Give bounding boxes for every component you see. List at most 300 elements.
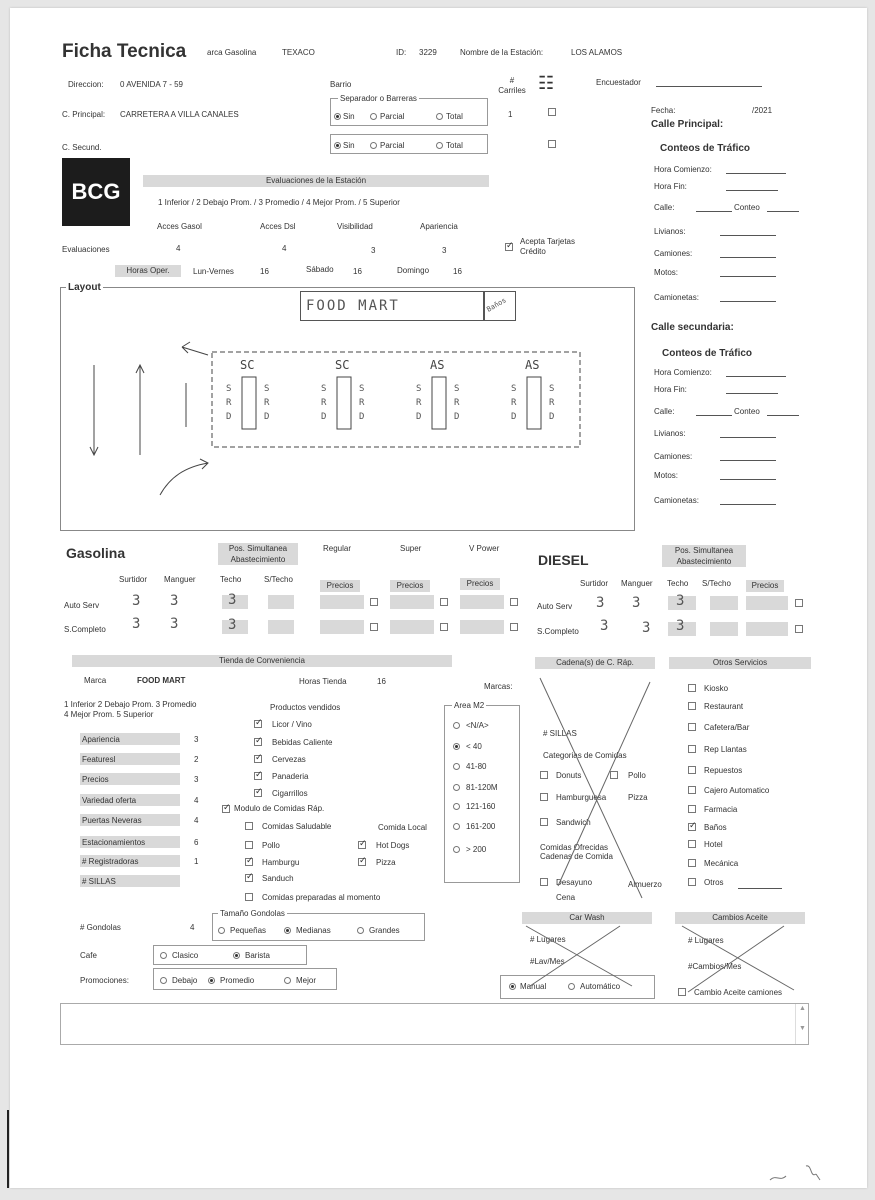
pump-island-2 <box>337 377 351 429</box>
gasolina-autoserv-stecho-box[interactable] <box>268 595 294 609</box>
id-label: ID: <box>396 48 407 57</box>
principal-conteo-field[interactable] <box>767 211 799 212</box>
bcg-logo: BCG <box>62 158 130 226</box>
gasolina-autoserv-surtidor: 3 <box>132 593 141 609</box>
barrier-group-label: Separador o Barreras <box>340 94 417 103</box>
pump-hose-label: R <box>226 398 232 408</box>
eval-value-apariencia: 3 <box>442 246 447 255</box>
product-panaderia-checkbox[interactable] <box>254 772 262 780</box>
comida-comidas-preparadas-al-momento-label: Comidas preparadas al momento <box>262 893 381 902</box>
gasolina-autoserv-techo: 3 <box>228 592 237 608</box>
pump-hose-label: R <box>549 398 555 408</box>
pump-hose-label: R <box>264 398 270 408</box>
area-option-label: 121-160 <box>466 802 496 811</box>
oil-lugares: # Lugares <box>688 936 724 945</box>
chains-ofrecidas: Comidas Ofrecidas <box>540 843 609 852</box>
product-cigarrillos-label: Cigarrillos <box>272 789 308 798</box>
secondary-hora-comienzo-field[interactable] <box>726 376 786 377</box>
hours-weekday-label: Lun-Vernes <box>193 267 234 276</box>
store-marca-label: Marca <box>84 676 107 685</box>
principal-calle-field[interactable] <box>696 211 732 212</box>
secondary-livianos: Livianos: <box>654 429 686 438</box>
gasolina-scompleto-super-check[interactable] <box>440 623 448 631</box>
carwash-auto-label: Automático <box>580 982 621 991</box>
almuerzo-label: Almuerzo <box>628 880 662 889</box>
gasolina-autoserv-regular-check[interactable] <box>370 598 378 606</box>
gasolina-scompleto-regular-check[interactable] <box>370 623 378 631</box>
otros-field[interactable] <box>738 888 782 889</box>
store-horas-value: 16 <box>377 677 386 686</box>
gasolina-precios-regular: Precios <box>320 580 360 592</box>
gondolas-label: # Gondolas <box>80 923 121 932</box>
notes-textarea[interactable] <box>60 1003 809 1045</box>
carwash-title: Car Wash <box>522 912 652 924</box>
pump-hose-label: D <box>511 412 517 422</box>
c-principal-label: C. Principal: <box>62 110 106 119</box>
promo-debajo-radio[interactable] <box>160 977 167 984</box>
carriles-checkbox[interactable] <box>548 108 556 116</box>
service-hotel-checkbox[interactable] <box>688 840 696 848</box>
brand-value: TEXACO <box>282 48 315 57</box>
secondary-motos-field[interactable] <box>720 479 776 480</box>
comida-pollo-label: Pollo <box>262 841 280 850</box>
principal-hora-fin-field[interactable] <box>726 190 778 191</box>
diesel-techo: Techo <box>667 579 689 588</box>
secondary-camiones: Camiones: <box>654 452 693 461</box>
diesel-autoserv-surtidor: 3 <box>596 595 605 611</box>
gasolina-scompleto-surtidor: 3 <box>132 616 141 632</box>
cafe-label: Cafe <box>80 951 97 960</box>
eval-col-visibilidad: Visibilidad <box>337 222 373 231</box>
size-medianas-label: Medianas <box>296 926 331 935</box>
pump-hose-label: D <box>264 412 270 422</box>
eval-value-acces-gasol: 4 <box>176 244 181 253</box>
diesel-pos-label: Pos. Simultanea Abastecimiento <box>662 545 746 567</box>
store-marca-value: FOOD MART <box>137 676 186 685</box>
pump-label-1: SC <box>240 358 255 372</box>
comida-sanduch-label: Sanduch <box>262 874 294 883</box>
oil-cambios: #Cambios/Mes <box>688 962 742 971</box>
comida-local-pizza-checkbox[interactable] <box>358 858 366 866</box>
service-otros-label: Otros <box>704 878 724 887</box>
product-bebidas-caliente-checkbox[interactable] <box>254 738 262 746</box>
service-ba-os-checkbox[interactable] <box>688 823 696 831</box>
secondary-calle: Calle: <box>654 407 675 416</box>
arrow-curve <box>160 459 208 495</box>
barrier2-option-parcial: Parcial <box>380 141 405 150</box>
rating-label-registradoras: # Registradoras <box>82 857 139 866</box>
diesel-scompleto-techo: 3 <box>676 618 685 634</box>
desayuno-label: Desayuno <box>556 878 593 887</box>
layout-sketch <box>60 287 635 531</box>
principal-livianos-field[interactable] <box>720 235 776 236</box>
gasolina-autoserv-manguer: 3 <box>170 593 179 609</box>
service-farmacia-checkbox[interactable] <box>688 805 696 813</box>
secondary-hora-fin: Hora Fin: <box>654 385 687 394</box>
area-40-radio[interactable] <box>453 743 460 750</box>
pump-hose-label: D <box>226 412 232 422</box>
diesel-scompleto-manguer: 3 <box>642 620 651 636</box>
gasolina-manguer: Manguer <box>164 575 196 584</box>
pump-hose-label: D <box>359 412 365 422</box>
direccion-label: Direccion: <box>68 80 104 89</box>
evaluations-scale: 1 Inferior / 2 Debajo Prom. / 3 Promedio / 4 Mejor Prom. / 5 Superior <box>158 198 400 207</box>
banos-label: Baños <box>485 296 508 314</box>
rating-value-registradoras: 1 <box>194 857 199 866</box>
pump-hose-label: S <box>321 384 327 394</box>
rating-value-puertas-neveras: 4 <box>194 816 199 825</box>
secondary-hora-comienzo: Hora Comienzo: <box>654 368 712 377</box>
station-name-value: LOS ALAMOS <box>571 48 623 57</box>
service-restaurant-checkbox[interactable] <box>688 702 696 710</box>
area-option-label: 41-80 <box>466 762 487 771</box>
diesel-scompleto-price[interactable] <box>746 622 788 636</box>
barrier2-total-radio[interactable] <box>436 142 443 149</box>
principal-calle: Calle: <box>654 203 675 212</box>
chain-pizza-label: Pizza <box>628 793 648 802</box>
store-scale: 1 Inferior 2 Debajo Prom. 3 Promedio <box>64 700 197 709</box>
oil-title: Cambios Aceite <box>675 912 805 924</box>
service-repuestos-checkbox[interactable] <box>688 766 696 774</box>
service-mec-nica-label: Mecánica <box>704 859 739 868</box>
surveyor-field[interactable] <box>656 86 762 87</box>
gasolina-scompleto-super-price[interactable] <box>390 620 434 634</box>
gasolina-scompleto-vpower-price[interactable] <box>460 620 504 634</box>
store-title: Tienda de Conveniencia <box>72 655 452 667</box>
c-secund-label: C. Secund. <box>62 143 102 152</box>
gasolina-scompleto-regular-price[interactable] <box>320 620 364 634</box>
eval-col-apariencia: Apariencia <box>420 222 458 231</box>
hours-weekday-value: 16 <box>260 267 269 276</box>
pump-hose-label: R <box>454 398 460 408</box>
secondary-calle-field[interactable] <box>696 415 732 416</box>
evaluations-row-label: Evaluaciones <box>62 245 110 254</box>
comida-local-hot-dogs-label: Hot Dogs <box>376 841 410 850</box>
service-repuestos-label: Repuestos <box>704 766 743 775</box>
gasolina-autoserv-super-check[interactable] <box>440 598 448 606</box>
chains-cadenas: Cadenas de Comida <box>540 852 613 861</box>
area-option-label: < 40 <box>466 742 482 751</box>
diesel-autoserv-price[interactable] <box>746 596 788 610</box>
gasolina-autoserv-super-price[interactable] <box>390 595 434 609</box>
pump-island-1 <box>242 377 256 429</box>
hours-saturday-label: Sábado <box>306 265 334 274</box>
area-81-120m-radio[interactable] <box>453 784 460 791</box>
gasolina-precios-super: Precios <box>390 580 430 592</box>
cena-label: Cena <box>556 893 576 902</box>
gasolina-scompleto-manguer: 3 <box>170 616 179 632</box>
gasolina-techo: Techo <box>220 575 242 584</box>
cafe-barista-radio[interactable] <box>233 952 240 959</box>
hours-saturday-value: 16 <box>353 267 362 276</box>
store-scale-2: 4 Mejor Prom. 5 Superior <box>64 710 154 719</box>
service-ba-os-label: Baños <box>704 823 727 832</box>
diesel-precios: Precios <box>746 580 784 592</box>
rating-label-sillas: # SILLAS <box>82 877 116 886</box>
area-121-160-radio[interactable] <box>453 803 460 810</box>
comida-local-hot-dogs-checkbox[interactable] <box>358 841 366 849</box>
principal-title: Calle Principal: <box>651 119 724 130</box>
diesel-scompleto-stecho-box[interactable] <box>710 622 738 636</box>
area-n-a-radio[interactable] <box>453 722 460 729</box>
carwash-lugares: # Lugares <box>530 935 566 944</box>
service-kiosko-checkbox[interactable] <box>688 684 696 692</box>
principal-motos-field[interactable] <box>720 276 776 277</box>
gasolina-super: Super <box>400 544 422 553</box>
diesel-scompleto-surtidor: 3 <box>600 618 609 634</box>
comida-local-pizza-label: Pizza <box>376 858 396 867</box>
rating-label-puertas-neveras: Puertas Neveras <box>82 816 142 825</box>
product-bebidas-caliente-label: Bebidas Caliente <box>272 738 333 747</box>
eval-value-acces-dsl: 4 <box>282 244 287 253</box>
gasolina-precios-vpower: Precios <box>460 578 500 590</box>
secondary-camionetas: Camionetas: <box>654 496 699 505</box>
gasolina-scompleto-stecho-box[interactable] <box>268 620 294 634</box>
signature-scribble <box>766 1160 826 1186</box>
hours-label: Horas Oper. <box>115 265 181 277</box>
chains-title: Cadena(s) de C. Ráp. <box>535 657 655 669</box>
principal-hora-comienzo: Hora Comienzo: <box>654 165 712 174</box>
diesel-title: DIESEL <box>538 552 589 568</box>
comida-comidas-preparadas-al-momento-checkbox[interactable] <box>245 893 253 901</box>
chains-categorias: Categorias de Comidas <box>543 751 627 760</box>
chains-sillas: # SILLAS <box>543 729 577 738</box>
diesel-surtidor: Surtidor <box>580 579 609 588</box>
area-161-200-radio[interactable] <box>453 823 460 830</box>
rating-value-precios: 3 <box>194 775 199 784</box>
area-option-label: > 200 <box>466 845 487 854</box>
carwash-manual-radio[interactable] <box>509 983 516 990</box>
traffic-light-icon: ☷ <box>538 73 555 93</box>
diesel-row-scompleto: S.Completo <box>537 627 579 636</box>
pump-hose-label: S <box>511 384 517 394</box>
gasolina-scompleto-vpower-check[interactable] <box>510 623 518 631</box>
pump-island-4 <box>527 377 541 429</box>
gasolina-stecho: S/Techo <box>264 575 293 584</box>
direccion-value: 0 AVENIDA 7 - 59 <box>120 80 183 89</box>
gasolina-regular: Regular <box>323 544 352 553</box>
rating-label-variedad-oferta: Variedad oferta <box>82 796 137 805</box>
comida-hamburgu-label: Hamburgu <box>262 858 300 867</box>
pump-hose-label: D <box>454 412 460 422</box>
rating-value-featuresl: 2 <box>194 755 199 764</box>
products-title: Productos vendidos <box>270 703 341 712</box>
area-group <box>444 705 520 883</box>
service-otros-checkbox[interactable] <box>688 878 696 886</box>
id-value: 3229 <box>419 48 437 57</box>
carriles-label: # Carriles <box>498 76 526 95</box>
accepts-cards-label: Acepta Tarjetas Crédito <box>520 237 575 256</box>
service-cajero-automatico-label: Cajero Automatico <box>704 786 770 795</box>
product-cervezas-label: Cervezas <box>272 755 306 764</box>
rating-label-estacionamientos: Estacionamientos <box>82 838 146 847</box>
comida-comidas-saludable-checkbox[interactable] <box>245 822 253 830</box>
principal-camionetas-field[interactable] <box>720 301 776 302</box>
modulo-checkbox[interactable] <box>222 805 230 813</box>
comida-sanduch-checkbox[interactable] <box>245 874 253 882</box>
modulo-label: Modulo de Comidas Ráp. <box>234 804 325 813</box>
gasolina-scompleto-techo: 3 <box>228 617 237 633</box>
gasolina-title: Gasolina <box>66 545 126 561</box>
size-peque-as-label: Pequeñas <box>230 926 267 935</box>
secondary-conteo: Conteo <box>734 407 760 416</box>
eval-value-visibilidad: 3 <box>371 246 376 255</box>
eval-col-acces-gasol: Acces Gasol <box>157 222 202 231</box>
barrier-parcial-radio[interactable] <box>370 113 377 120</box>
diesel-autoserv-techo: 3 <box>676 593 685 609</box>
diesel-autoserv-check[interactable] <box>795 599 803 607</box>
date-label: Fecha: <box>651 106 676 115</box>
promo-label: Promociones: <box>80 976 129 985</box>
principal-camiones: Camiones: <box>654 249 693 258</box>
rating-value-estacionamientos: 6 <box>194 838 199 847</box>
gasolina-surtidor: Surtidor <box>119 575 148 584</box>
accepts-cards-checkbox[interactable] <box>505 243 513 251</box>
pump-hose-label: R <box>511 398 517 408</box>
service-hotel-label: Hotel <box>704 840 723 849</box>
rating-label-precios: Precios <box>82 775 109 784</box>
secondary-camionetas-field[interactable] <box>720 504 776 505</box>
barrier-total-radio[interactable] <box>436 113 443 120</box>
service-mec-nica-checkbox[interactable] <box>688 859 696 867</box>
promo-promedio-radio[interactable] <box>208 977 215 984</box>
carriles2-checkbox[interactable] <box>548 140 556 148</box>
store-marcas-label: Marcas: <box>484 682 513 691</box>
gondolas-value: 4 <box>190 923 195 932</box>
product-cigarrillos-checkbox[interactable] <box>254 789 262 797</box>
principal-hora-fin: Hora Fin: <box>654 182 687 191</box>
principal-camiones-field[interactable] <box>720 257 776 258</box>
barrier2-sin-radio[interactable] <box>334 142 341 149</box>
barrier2-parcial-radio[interactable] <box>370 142 377 149</box>
barrier-option-total: Total <box>446 112 463 121</box>
pump-hose-label: R <box>321 398 327 408</box>
pump-hose-label: S <box>416 384 422 394</box>
barrier-sin-radio[interactable] <box>334 113 341 120</box>
service-cajero-automatico-checkbox[interactable] <box>688 786 696 794</box>
secondary-motos: Motos: <box>654 471 679 480</box>
size-grandes-radio[interactable] <box>357 927 364 934</box>
area-41-80-radio[interactable] <box>453 763 460 770</box>
chains-cross-out <box>530 672 660 902</box>
gasolina-autoserv-regular-price[interactable] <box>320 595 364 609</box>
diesel-manguer: Manguer <box>621 579 653 588</box>
cafe-clasico-label: Clasico <box>172 951 199 960</box>
pump-island-3 <box>432 377 446 429</box>
gasolina-row-scompleto: S.Completo <box>64 625 106 634</box>
arrow-down <box>90 365 98 455</box>
scan-edge-mark <box>7 1110 9 1188</box>
pump-group <box>226 358 555 429</box>
secondary-camiones-field[interactable] <box>720 460 776 461</box>
service-farmacia-label: Farmacia <box>704 805 738 814</box>
comida-comidas-saludable-label: Comidas Saludable <box>262 822 332 831</box>
secondary-conteo-field[interactable] <box>767 415 799 416</box>
oil-camiones-label: Cambio Aceite camiones <box>694 988 783 997</box>
hours-sunday-label: Domingo <box>397 266 430 275</box>
pump-hose-label: S <box>454 384 460 394</box>
secondary-title: Calle secundaria: <box>651 322 734 333</box>
product-licor-vino-checkbox[interactable] <box>254 720 262 728</box>
carriles-value: 1 <box>508 110 513 119</box>
service-rep-llantas-checkbox[interactable] <box>688 745 696 753</box>
diesel-scompleto-check[interactable] <box>795 625 803 633</box>
pump-label-4: AS <box>525 358 540 372</box>
barrier2-option-sin: Sin <box>343 141 355 150</box>
pump-label-3: AS <box>430 358 445 372</box>
pump-label-2: SC <box>335 358 350 372</box>
gasolina-autoserv-vpower-price[interactable] <box>460 595 504 609</box>
principal-camionetas: Camionetas: <box>654 293 699 302</box>
principal-motos: Motos: <box>654 268 679 277</box>
gasolina-pos-label: Pos. Simultanea Abastecimiento <box>218 543 298 565</box>
station-name-label: Nombre de la Estación: <box>460 48 544 57</box>
service-kiosko-label: Kiosko <box>704 684 729 693</box>
carwash-lav: #Lav/Mes <box>530 957 565 966</box>
comida-pollo-checkbox[interactable] <box>245 841 253 849</box>
rating-label-featuresl: Featuresl <box>82 755 116 764</box>
oil-cross-out <box>676 920 802 996</box>
arrow-top-left <box>182 342 208 355</box>
cafe-clasico-radio[interactable] <box>160 952 167 959</box>
diesel-stecho: S/Techo <box>702 579 731 588</box>
layout-title: Layout <box>68 282 101 293</box>
diesel-row-autoserv: Auto Serv <box>537 602 573 611</box>
pump-hose-label: S <box>359 384 365 394</box>
promo-mejor-radio[interactable] <box>284 977 291 984</box>
rating-value-apariencia: 3 <box>194 735 199 744</box>
service-cafetera-bar-label: Cafetera/Bar <box>704 723 750 732</box>
principal-hora-comienzo-field[interactable] <box>726 173 786 174</box>
pump-hose-label: D <box>549 412 555 422</box>
principal-livianos: Livianos: <box>654 227 686 236</box>
service-restaurant-label: Restaurant <box>704 702 744 711</box>
secondary-livianos-field[interactable] <box>720 437 776 438</box>
promo-promedio-label: Promedio <box>220 976 255 985</box>
pump-hose-label: S <box>264 384 270 394</box>
gasolina-autoserv-vpower-check[interactable] <box>510 598 518 606</box>
secondary-hora-fin-field[interactable] <box>726 393 778 394</box>
cafe-barista-label: Barista <box>245 951 270 960</box>
pump-hose-label: R <box>359 398 365 408</box>
size-grandes-label: Grandes <box>369 926 400 935</box>
diesel-autoserv-manguer: 3 <box>632 595 641 611</box>
pump-hose-label: S <box>226 384 232 394</box>
diesel-autoserv-stecho-box[interactable] <box>710 596 738 610</box>
area-200-radio[interactable] <box>453 846 460 853</box>
eval-col-acces-dsl: Acces Dsl <box>260 222 296 231</box>
carwash-cross-out <box>520 920 640 992</box>
size-medianas-radio[interactable] <box>284 927 291 934</box>
chain-donuts-label: Donuts <box>556 771 582 780</box>
area-option-label: 81-120M <box>466 783 498 792</box>
barrier-option-parcial: Parcial <box>380 112 405 121</box>
comida-hamburgu-checkbox[interactable] <box>245 858 253 866</box>
principal-subtitle: Conteos de Tráfico <box>660 143 751 154</box>
service-cafetera-bar-checkbox[interactable] <box>688 723 696 731</box>
pump-hose-label: D <box>416 412 422 422</box>
carwash-manual-label: Manual <box>520 982 547 991</box>
chain-hamburguesa-label: Hamburguesa <box>556 793 607 802</box>
product-cervezas-checkbox[interactable] <box>254 755 262 763</box>
hours-sunday-value: 16 <box>453 267 462 276</box>
principal-conteo: Conteo <box>734 203 760 212</box>
rating-label-apariencia: Apariencia <box>82 735 120 744</box>
food-mart-label: FOOD MART <box>306 298 400 314</box>
notes-scrollbar[interactable]: ▲ ▼ <box>795 1004 809 1044</box>
gasolina-row-autoserv: Auto Serv <box>64 601 100 610</box>
size-peque-as-radio[interactable] <box>218 927 225 934</box>
